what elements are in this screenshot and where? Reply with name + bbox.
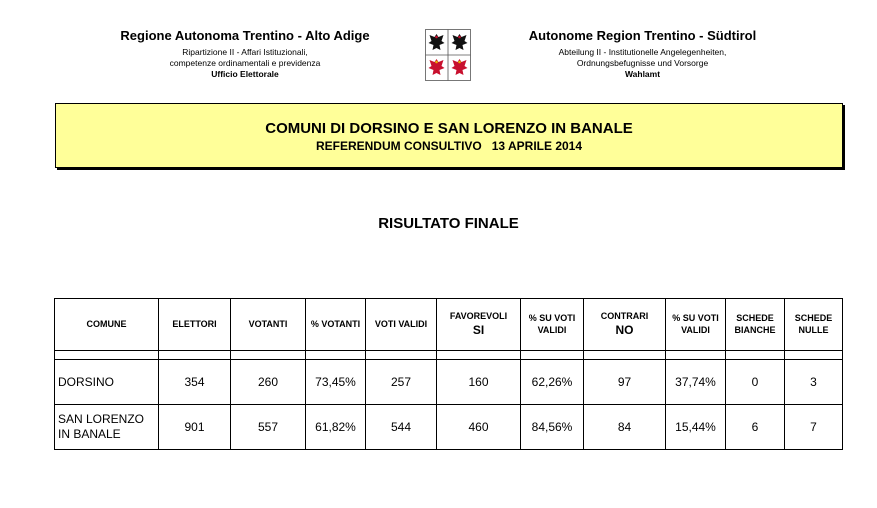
comune-name-line2: IN BANALE [58, 427, 121, 441]
spacer-cell [55, 351, 159, 360]
comune-name: DORSINO [58, 374, 115, 389]
header-pct-votanti-label: % VOTANTI [310, 318, 361, 329]
comune-name-line1: SAN LORENZO [58, 412, 145, 426]
cell-comune [55, 405, 159, 450]
office-name-de: Wahlamt [624, 68, 661, 79]
header-pct-no-label-1: % SU VOTI [672, 312, 719, 323]
header-nulle-label-2: NULLE [798, 324, 829, 335]
cell-schede-nulle: 3 [785, 360, 843, 405]
section-title: RISULTATO FINALE [378, 215, 519, 232]
header-pct-si-label-1: % SU VOTI [528, 312, 576, 323]
table-row [55, 405, 843, 450]
header-left [100, 28, 390, 79]
header-pct-votanti [306, 299, 366, 351]
header-contrari-label: CONTRARI [600, 310, 649, 321]
header-comune [55, 299, 159, 351]
region-title-it: Regione Autonoma Trentino - Alto Adige [120, 28, 370, 43]
header-nulle-label-1: SCHEDE [794, 312, 833, 323]
spacer-cell [437, 351, 521, 360]
department-line1-it: Ripartizione II - Affari Istituzionali, [182, 47, 308, 58]
cell-pct-si: 84,56% [521, 405, 584, 450]
spacer-cell [521, 351, 584, 360]
spacer-cell [584, 351, 666, 360]
header-votanti-label: VOTANTI [248, 318, 288, 329]
cell-pct-votanti: 61,82% [306, 405, 366, 450]
banner-subtitle: REFERENDUM CONSULTIVO 13 APRILE 2014 [315, 139, 583, 153]
spacer-cell [306, 351, 366, 360]
cell-pct-si: 62,26% [521, 360, 584, 405]
department-line1-de: Abteilung II - Institutionelle Angelegenheiten, [558, 47, 727, 58]
spacer-cell [231, 351, 306, 360]
cell-pct-no: 15,44% [666, 405, 726, 450]
cell-schede-nulle: 7 [785, 405, 843, 450]
header-bianche-label-2: BIANCHE [734, 324, 776, 335]
header-pct-si-label-2: VALIDI [537, 324, 567, 335]
header-bianche-label-1: SCHEDE [736, 312, 774, 323]
header-elettori [159, 299, 231, 351]
coat-of-arms-icon [425, 29, 471, 81]
cell-contrari: 84 [584, 405, 666, 450]
cell-schede-bianche: 0 [726, 360, 785, 405]
cell-comune [55, 360, 159, 405]
results-table [54, 298, 843, 450]
header-si-label: SI [472, 322, 485, 337]
header-pct-no [666, 299, 726, 351]
header-schede-bianche [726, 299, 785, 351]
header-favorevoli [437, 299, 521, 351]
header-favorevoli-label: FAVOREVOLI [449, 310, 508, 321]
header-no-label: NO [615, 322, 634, 337]
department-line2-de: Ordnungsbefugnisse und Vorsorge [576, 57, 709, 68]
cell-elettori: 354 [159, 360, 231, 405]
cell-voti-validi: 544 [366, 405, 437, 450]
cell-votanti: 557 [231, 405, 306, 450]
spacer-cell [785, 351, 843, 360]
header-right [505, 28, 780, 79]
cell-favorevoli: 160 [437, 360, 521, 405]
table-row [55, 360, 843, 405]
spacer-cell [666, 351, 726, 360]
banner-title: COMUNI DI DORSINO E SAN LORENZO IN BANALE [265, 120, 633, 137]
header-schede-nulle [785, 299, 843, 351]
office-name-it: Ufficio Elettorale [211, 68, 279, 79]
region-title-de: Autonome Region Trentino - Südtirol [528, 28, 757, 43]
referendum-banner [55, 103, 843, 168]
cell-favorevoli: 460 [437, 405, 521, 450]
header-voti-validi-label: VOTI VALIDI [374, 318, 428, 329]
spacer-cell [726, 351, 785, 360]
cell-pct-votanti: 73,45% [306, 360, 366, 405]
spacer-cell [159, 351, 231, 360]
header-contrari [584, 299, 666, 351]
cell-pct-no: 37,74% [666, 360, 726, 405]
cell-voti-validi: 257 [366, 360, 437, 405]
cell-schede-bianche: 6 [726, 405, 785, 450]
table-spacer-row [55, 351, 843, 360]
cell-votanti: 260 [231, 360, 306, 405]
cell-contrari: 97 [584, 360, 666, 405]
header-votanti [231, 299, 306, 351]
header-comune-label: COMUNE [86, 318, 127, 329]
spacer-cell [366, 351, 437, 360]
header-pct-si [521, 299, 584, 351]
department-line2-it: competenze ordinamentali e previdenza [169, 57, 321, 68]
header-pct-no-label-2: VALIDI [681, 324, 710, 335]
header-voti-validi [366, 299, 437, 351]
cell-elettori: 901 [159, 405, 231, 450]
table-header-row [55, 299, 843, 351]
header-elettori-label: ELETTORI [172, 318, 217, 329]
